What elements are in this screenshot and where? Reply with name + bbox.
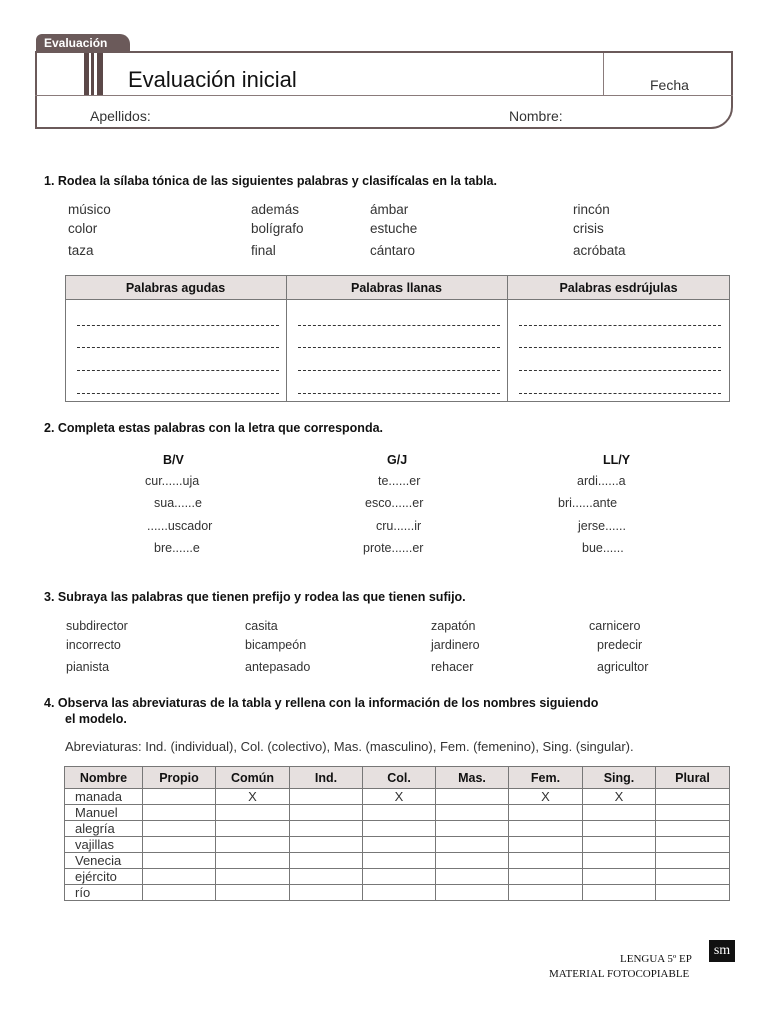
- q1-word: además: [251, 202, 300, 217]
- q1-word: cántaro: [370, 243, 416, 258]
- answer-cell[interactable]: [656, 805, 730, 821]
- table-row: [65, 821, 730, 837]
- answer-cell[interactable]: [290, 853, 363, 869]
- table-row: [65, 805, 730, 821]
- answer-cell[interactable]: [143, 869, 216, 885]
- q3-word: agricultor: [597, 660, 649, 674]
- answer-cell[interactable]: [290, 837, 363, 853]
- q1-word: crisis: [573, 221, 604, 236]
- answer-cell[interactable]: [363, 821, 436, 837]
- answer-cell[interactable]: [436, 869, 509, 885]
- answer-line[interactable]: [519, 393, 721, 394]
- answer-cell[interactable]: [143, 789, 216, 805]
- fill-word: bri......ante: [558, 496, 618, 510]
- answer-cell[interactable]: [290, 885, 363, 901]
- column-header: Mas.: [436, 767, 509, 789]
- answer-cell[interactable]: [290, 805, 363, 821]
- footer-subject: LENGUA 5º EP: [620, 953, 692, 965]
- fill-word: esco......er: [365, 496, 424, 510]
- answer-line[interactable]: [298, 325, 500, 326]
- fill-word: ......uscador: [147, 519, 213, 533]
- q4-table: [64, 766, 730, 901]
- answer-cell[interactable]: [143, 821, 216, 837]
- answer-cell[interactable]: [509, 837, 583, 853]
- answer-cell[interactable]: [656, 869, 730, 885]
- noun-cell: río: [65, 885, 143, 901]
- answer-cell[interactable]: [143, 837, 216, 853]
- fill-word: bre......e: [154, 541, 200, 555]
- column-header: Nombre: [65, 767, 143, 789]
- q3-word: casita: [245, 619, 278, 633]
- answer-cell[interactable]: [436, 789, 509, 805]
- answer-cell[interactable]: [143, 885, 216, 901]
- answer-cell[interactable]: [216, 885, 290, 901]
- answer-cell[interactable]: [436, 853, 509, 869]
- q3-word: antepasado: [245, 660, 311, 674]
- answer-line[interactable]: [519, 325, 721, 326]
- answer-cell[interactable]: [509, 869, 583, 885]
- header-decor-bar: [91, 53, 94, 95]
- fill-word: prote......er: [363, 541, 424, 555]
- q1-word: acróbata: [573, 243, 626, 258]
- q1-word: color: [68, 221, 98, 236]
- answer-cell[interactable]: [583, 885, 656, 901]
- table-row: [65, 789, 730, 805]
- answer-cell[interactable]: [436, 837, 509, 853]
- q3-word: jardinero: [431, 638, 480, 652]
- answer-line[interactable]: [298, 370, 500, 371]
- answer-cell[interactable]: X: [509, 789, 583, 805]
- answer-cell[interactable]: [216, 805, 290, 821]
- q3-word: zapatón: [431, 619, 476, 633]
- q3-word: incorrecto: [66, 638, 121, 652]
- question-4-cont: el modelo.: [65, 712, 127, 726]
- answer-cell[interactable]: [143, 805, 216, 821]
- column-header: Col.: [363, 767, 436, 789]
- answer-cell[interactable]: [656, 853, 730, 869]
- header-esdrujulas: Palabras esdrújulas: [559, 281, 678, 295]
- answer-cell[interactable]: [436, 885, 509, 901]
- noun-cell: manada: [65, 789, 143, 805]
- answer-cell[interactable]: [509, 885, 583, 901]
- answer-cell[interactable]: [216, 853, 290, 869]
- answer-cell[interactable]: [216, 821, 290, 837]
- header-llanas: Palabras llanas: [350, 281, 443, 295]
- fill-word: ardi......a: [577, 474, 626, 488]
- q1-word: taza: [68, 243, 94, 258]
- answer-cell[interactable]: [583, 837, 656, 853]
- answer-cell[interactable]: [363, 837, 436, 853]
- answer-cell[interactable]: [216, 837, 290, 853]
- q3-word: pianista: [66, 660, 110, 674]
- answer-cell[interactable]: [656, 789, 730, 805]
- answer-line[interactable]: [519, 347, 721, 348]
- question-2: 2. Completa estas palabras con la letra que corresponda.: [44, 421, 384, 435]
- answer-cell[interactable]: [363, 853, 436, 869]
- q3-word: subdirector: [66, 619, 128, 633]
- answer-cell[interactable]: [583, 805, 656, 821]
- answer-line[interactable]: [298, 393, 500, 394]
- answer-cell[interactable]: [290, 821, 363, 837]
- answer-cell[interactable]: X: [363, 789, 436, 805]
- answer-cell[interactable]: [290, 869, 363, 885]
- fill-word: te......er: [378, 474, 421, 488]
- q1-word: estuche: [370, 221, 418, 236]
- fill-word: jerse......: [578, 519, 626, 533]
- answer-line[interactable]: [77, 347, 279, 348]
- answer-cell[interactable]: [216, 869, 290, 885]
- column-header: Ind.: [290, 767, 363, 789]
- table-row: [65, 853, 730, 869]
- table-row: [65, 885, 730, 901]
- q1-word: rincón: [573, 202, 610, 217]
- answer-cell[interactable]: [143, 853, 216, 869]
- column-header-lly: LL/Y: [603, 453, 631, 467]
- column-header-bv: B/V: [163, 453, 184, 467]
- footer-note: MATERIAL FOTOCOPIABLE: [549, 968, 690, 980]
- q1-word: bolígrafo: [251, 221, 304, 236]
- answer-cell[interactable]: [656, 837, 730, 853]
- question-3: 3. Subraya las palabras que tienen prefijo y rodea las que tienen sufijo.: [44, 590, 466, 604]
- surname-label: Apellidos:: [90, 108, 151, 124]
- answer-line[interactable]: [298, 347, 500, 348]
- q3-word: bicampeón: [245, 638, 307, 652]
- answer-cell[interactable]: [363, 869, 436, 885]
- answer-line[interactable]: [77, 370, 279, 371]
- answer-cell[interactable]: X: [583, 789, 656, 805]
- answer-cell[interactable]: [436, 805, 509, 821]
- q3-word: rehacer: [431, 660, 474, 674]
- question-4: 4. Observa las abreviaturas de la tabla y rellena con la información de los nombres siguiendo: [44, 696, 599, 710]
- answer-line[interactable]: [519, 370, 721, 371]
- answer-cell[interactable]: [509, 821, 583, 837]
- table-row: [65, 869, 730, 885]
- answer-cell[interactable]: X: [216, 789, 290, 805]
- noun-cell: vajillas: [65, 837, 143, 853]
- header-decor-bar: [97, 53, 103, 95]
- column-header: Sing.: [583, 767, 656, 789]
- answer-line[interactable]: [77, 393, 279, 394]
- fill-word: sua......e: [154, 496, 202, 510]
- answer-cell[interactable]: [583, 821, 656, 837]
- fill-word: bue......: [582, 541, 624, 555]
- q3-word: predecir: [597, 638, 643, 652]
- noun-cell: Venecia: [65, 853, 143, 869]
- question-1: 1. Rodea la sílaba tónica de las siguientes palabras y clasifícalas en la tabla.: [44, 174, 497, 188]
- publisher-logo: sm: [709, 940, 735, 962]
- answer-cell[interactable]: [656, 885, 730, 901]
- answer-cell[interactable]: [583, 869, 656, 885]
- header-divider: [35, 95, 733, 96]
- date-label: Fecha: [650, 77, 689, 93]
- answer-cell[interactable]: [656, 821, 730, 837]
- page-title: Evaluación inicial: [128, 67, 297, 92]
- column-header: Propio: [143, 767, 216, 789]
- answer-cell[interactable]: [363, 805, 436, 821]
- q1-word: músico: [68, 202, 111, 217]
- q1-word: final: [251, 243, 276, 258]
- header-agudas: Palabras agudas: [125, 281, 226, 295]
- column-header-gj: G/J: [387, 453, 408, 467]
- q3-word: carnicero: [589, 619, 641, 633]
- answer-cell[interactable]: [290, 789, 363, 805]
- table-row: [65, 837, 730, 853]
- answer-cell[interactable]: [436, 821, 509, 837]
- noun-cell: Manuel: [65, 805, 143, 821]
- q1-word: ámbar: [370, 202, 409, 217]
- column-header: Plural: [656, 767, 730, 789]
- answer-cell[interactable]: [583, 853, 656, 869]
- fill-word: cur......uja: [145, 474, 200, 488]
- column-header: Común: [216, 767, 290, 789]
- abbreviations-note: Abreviaturas: Ind. (individual), Col. (colectivo), Mas. (masculino), Fem. (femenino), Sing. (singular).: [65, 739, 634, 754]
- fill-word: cru......ir: [376, 519, 422, 533]
- answer-cell[interactable]: [509, 853, 583, 869]
- section-tab: Evaluación: [36, 34, 130, 52]
- answer-cell[interactable]: [363, 885, 436, 901]
- noun-cell: alegría: [65, 821, 143, 837]
- noun-cell: ejército: [65, 869, 143, 885]
- column-header: Fem.: [509, 767, 583, 789]
- header-decor-bar: [84, 53, 89, 95]
- answer-line[interactable]: [77, 325, 279, 326]
- name-label: Nombre:: [509, 108, 563, 124]
- header-vertical-divider: [603, 53, 604, 95]
- answer-cell[interactable]: [509, 805, 583, 821]
